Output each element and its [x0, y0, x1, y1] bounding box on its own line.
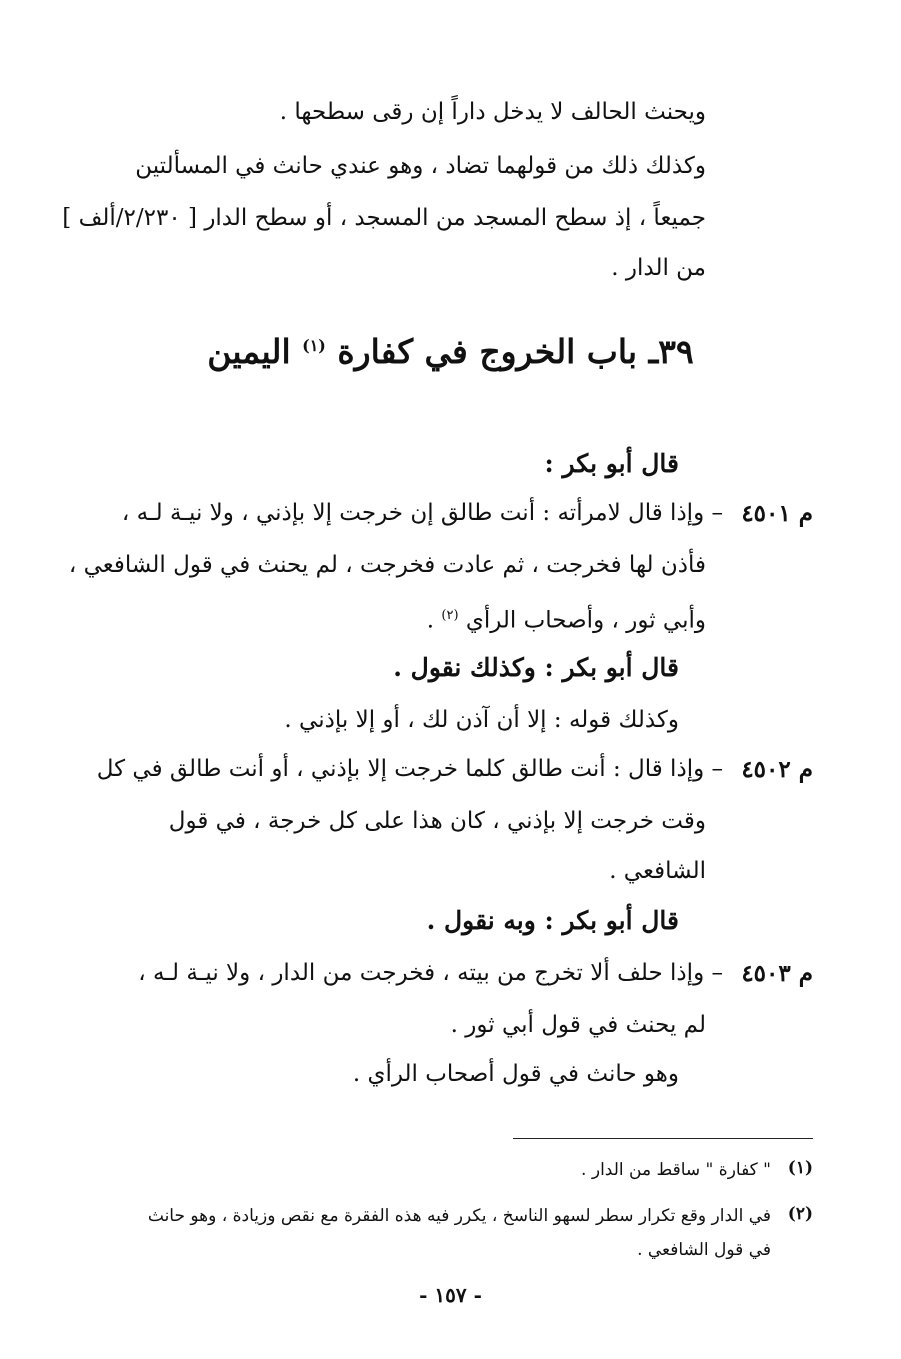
entry-line-end: .: [426, 607, 435, 634]
section-heading: قال أبو بكر :: [544, 449, 679, 478]
entry-number: م ٤٥٠٢: [741, 756, 813, 783]
entry-line-text: وأبي ثور ، وأصحاب الرأي: [465, 607, 706, 634]
paragraph-line: من الدار .: [611, 255, 706, 281]
section-heading: قال أبو بكر : وكذلك نقول .: [393, 653, 679, 682]
footnote-text: " كفارة " ساقط من الدار .: [581, 1160, 771, 1180]
section-heading: قال أبو بكر : وبه نقول .: [426, 906, 679, 935]
chapter-title-end: اليمين: [207, 332, 291, 371]
footnote-ref: (١): [302, 336, 326, 355]
paragraph-line: وهو حانث في قول أصحاب الرأي .: [352, 1061, 679, 1087]
footnote-ref: (٢): [441, 608, 459, 623]
entry-line: وقت خرجت إلا بإذني ، كان هذا على كل خرجة ، في قول: [168, 808, 706, 834]
paragraph-line: ويحنث الحالف لا يدخل داراً إن رقى سطحها .: [279, 99, 706, 125]
chapter-title-text: ٣٩ـ باب الخروج في كفارة: [337, 332, 694, 371]
entry-number: م ٤٥٠٣: [741, 960, 813, 987]
entry-number: م ٤٥٠١: [741, 500, 813, 527]
footnote-mark: (٢): [787, 1204, 813, 1224]
entry-line: لم يحنث في قول أبي ثور .: [450, 1012, 706, 1038]
entry-line: – وإذا حلف ألا تخرج من بيته ، فخرجت من الدار ، ولا نيـة لـه ،: [138, 960, 723, 986]
chapter-title: [0, 332, 901, 371]
footnote-mark: (١): [787, 1158, 813, 1178]
entry-line: الشافعي .: [609, 858, 706, 884]
entry-line: [427, 600, 706, 637]
footnote-divider: [513, 1138, 813, 1139]
footnote-text: في الدار وقع تكرار سطر لسهو الناسخ ، يكرر فيه هذه الفقرة مع نقص وزيادة ، وهو حانث: [147, 1206, 771, 1226]
entry-line: – وإذا قال لامرأته : أنت طالق إن خرجت إلا بإذني ، ولا نيـة لـه ،: [121, 500, 723, 526]
entry-line: فأذن لها فخرجت ، ثم عادت فخرجت ، لم يحنث في قول الشافعي ،: [68, 552, 706, 578]
paragraph-line: وكذلك ذلك من قولهما تضاد ، وهو عندي حانث في المسألتين: [135, 153, 706, 179]
page-number: - ١٥٧ -: [419, 1283, 482, 1307]
footnote-text: في قول الشافعي .: [637, 1240, 771, 1260]
paragraph-line: جميعاً ، إذ سطح المسجد من المسجد ، أو سطح الدار [ ٢/٢٣٠/ألف ]: [62, 205, 706, 231]
entry-line: – وإذا قال : أنت طالق كلما خرجت إلا بإذني ، أو أنت طالق في كل: [96, 756, 723, 782]
paragraph-line: وكذلك قوله : إلا أن آذن لك ، أو إلا بإذني .: [284, 707, 679, 733]
